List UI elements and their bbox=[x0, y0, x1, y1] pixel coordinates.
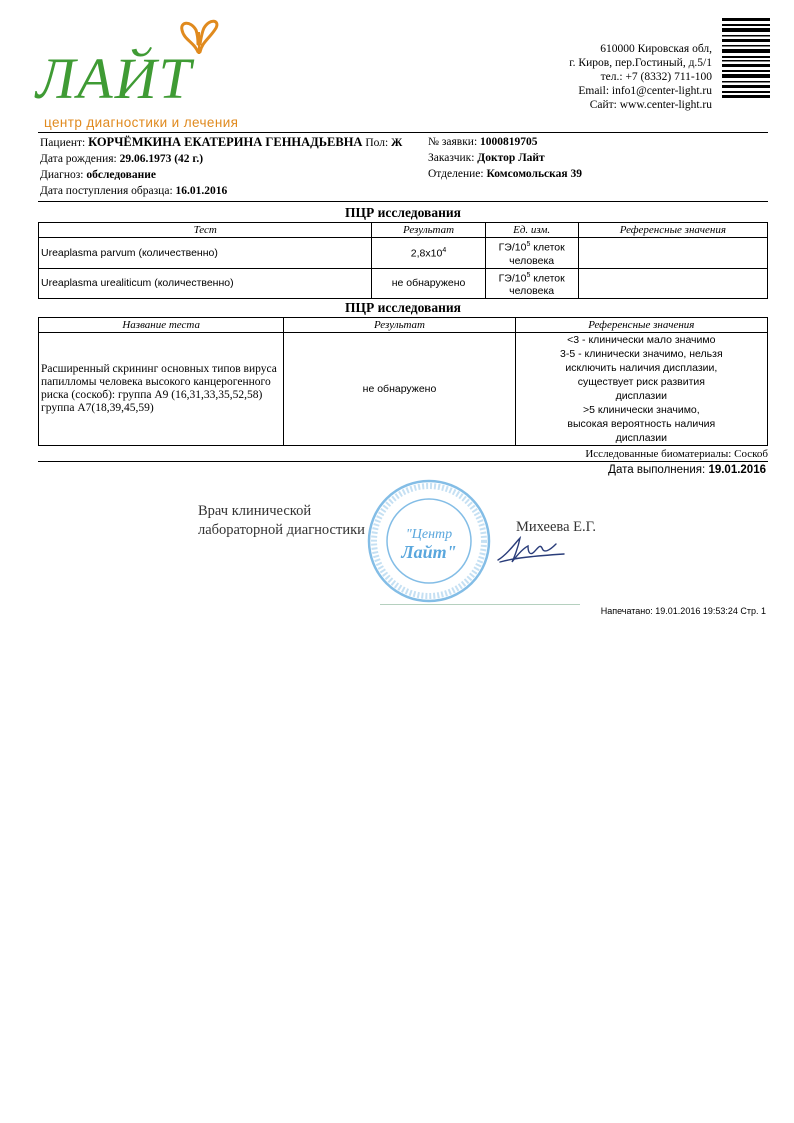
doctor-name: Михеева Е.Г. bbox=[516, 519, 596, 535]
divider bbox=[38, 201, 768, 202]
address-line: г. Киров, пер.Гостиный, д.5/1 bbox=[569, 57, 712, 69]
completion-date bbox=[608, 464, 766, 476]
column-header: Ед. изм. bbox=[485, 223, 578, 238]
reference-line: исключить наличия дисплазии, bbox=[565, 362, 718, 374]
biomaterials: Исследованные биоматериалы: Соскоб bbox=[585, 448, 768, 460]
doctor-title-line: лабораторной диагностики bbox=[198, 522, 365, 538]
column-header: Результат bbox=[284, 318, 515, 333]
reference-line: <3 - клинически мало значимо bbox=[567, 334, 716, 346]
table-row bbox=[39, 333, 768, 446]
test-name: Ureaplasma urealiticum (количественно) bbox=[39, 268, 372, 299]
reference-line: 3-5 - клинически значимо, нельзя bbox=[559, 348, 723, 360]
reference-line: существует риск развития bbox=[577, 376, 705, 388]
order-info bbox=[428, 134, 582, 182]
patient-label: Пациент: bbox=[40, 137, 86, 149]
patient-dob: 29.06.1973 (42 г.) bbox=[119, 153, 204, 165]
customer: Доктор Лайт bbox=[477, 152, 545, 164]
column-header: Название теста bbox=[39, 318, 284, 333]
stamp-text: Лайт" bbox=[401, 542, 457, 562]
section-title: ПЦР исследования bbox=[345, 205, 461, 220]
reference-line: дисплазии bbox=[615, 432, 667, 444]
order-number: 1000819705 bbox=[480, 136, 538, 148]
sample-received-date: 16.01.2016 bbox=[175, 185, 228, 197]
result-base: 2,8x10 bbox=[410, 247, 443, 259]
department-label: Отделение: bbox=[428, 168, 484, 180]
divider bbox=[38, 461, 768, 462]
reference-line: >5 клинически значимо, bbox=[582, 404, 700, 416]
clinic-address bbox=[569, 42, 712, 112]
reference-line: высокая вероятность наличия bbox=[567, 418, 716, 430]
unit-text: клеток человека bbox=[509, 241, 565, 267]
table-row bbox=[39, 268, 768, 299]
doctor-title-line: Врач клинической bbox=[198, 503, 312, 519]
completion-label: Дата выполнения: bbox=[608, 464, 706, 476]
test-name: Ureaplasma parvum (количественно) bbox=[39, 238, 372, 269]
logo-wordmark: ЛАЙТ bbox=[36, 46, 193, 111]
column-header: Референсные значения bbox=[578, 223, 767, 238]
reference-value bbox=[578, 238, 767, 269]
table-row bbox=[39, 238, 768, 269]
pcr-results-table bbox=[38, 222, 768, 299]
result-value bbox=[372, 238, 485, 269]
doctor-title bbox=[198, 502, 365, 540]
unit-text: ГЭ/10 bbox=[498, 272, 527, 284]
email: Email: info1@center-light.ru bbox=[578, 85, 712, 97]
unit bbox=[485, 268, 578, 299]
address-line: 610000 Кировская обл, bbox=[600, 43, 712, 55]
result-value: не обнаружено bbox=[372, 268, 485, 299]
reference-line: дисплазии bbox=[615, 390, 667, 402]
table-header-row bbox=[39, 318, 768, 333]
unit-exponent: 5 bbox=[526, 241, 531, 248]
patient-sex: Ж bbox=[391, 137, 403, 149]
reference-value bbox=[515, 333, 767, 446]
unit-text: ГЭ/10 bbox=[498, 241, 527, 254]
received-label: Дата поступления образца: bbox=[40, 185, 173, 197]
printed-timestamp: Напечатано: 19.01.2016 19:53:24 Стр. 1 bbox=[600, 606, 766, 616]
divider bbox=[38, 132, 768, 133]
website: Сайт: www.center-light.ru bbox=[589, 99, 712, 111]
clinic-stamp bbox=[366, 478, 492, 604]
column-header: Результат bbox=[372, 223, 485, 238]
logo-subtitle: центр диагностики и лечения bbox=[44, 115, 239, 130]
result-exponent: 4 bbox=[442, 246, 447, 254]
table-header-row bbox=[39, 223, 768, 238]
unit-exponent: 5 bbox=[526, 271, 531, 279]
barcode-icon bbox=[722, 18, 770, 98]
customer-label: Заказчик: bbox=[428, 152, 475, 164]
patient-info bbox=[40, 134, 402, 199]
result-value: не обнаружено bbox=[284, 333, 515, 446]
column-header: Тест bbox=[39, 223, 372, 238]
order-number-label: № заявки: bbox=[428, 136, 478, 148]
completion-value: 19.01.2016 bbox=[708, 464, 766, 476]
diagnosis-label: Диагноз: bbox=[40, 169, 84, 181]
signature-icon bbox=[494, 532, 570, 568]
reference-value bbox=[578, 268, 767, 299]
section-title: ПЦР исследования bbox=[345, 300, 461, 315]
patient-diagnosis: обследование bbox=[86, 169, 156, 181]
stamp-text: "Центр bbox=[405, 527, 453, 542]
unit bbox=[485, 238, 578, 269]
test-name: Расширенный скрининг основных типов вируса папилломы человека высокого канцерогенного риска (соскоб): группа А9 (16,31,33,35,52,58) группа А7(18,39,45,59) bbox=[39, 333, 284, 446]
phone: тел.: +7 (8332) 711-100 bbox=[600, 71, 712, 83]
signature-line bbox=[380, 604, 580, 605]
unit-text: клеток человека bbox=[509, 272, 565, 297]
hpv-results-table bbox=[38, 317, 768, 446]
department: Комсомольская 39 bbox=[486, 168, 582, 180]
column-header: Референсные значения bbox=[515, 318, 767, 333]
dob-label: Дата рождения: bbox=[40, 153, 117, 165]
patient-name: КОРЧЁМКИНА ЕКАТЕРИНА ГЕННАДЬЕВНА bbox=[88, 135, 363, 149]
sex-label: Пол: bbox=[365, 137, 389, 149]
